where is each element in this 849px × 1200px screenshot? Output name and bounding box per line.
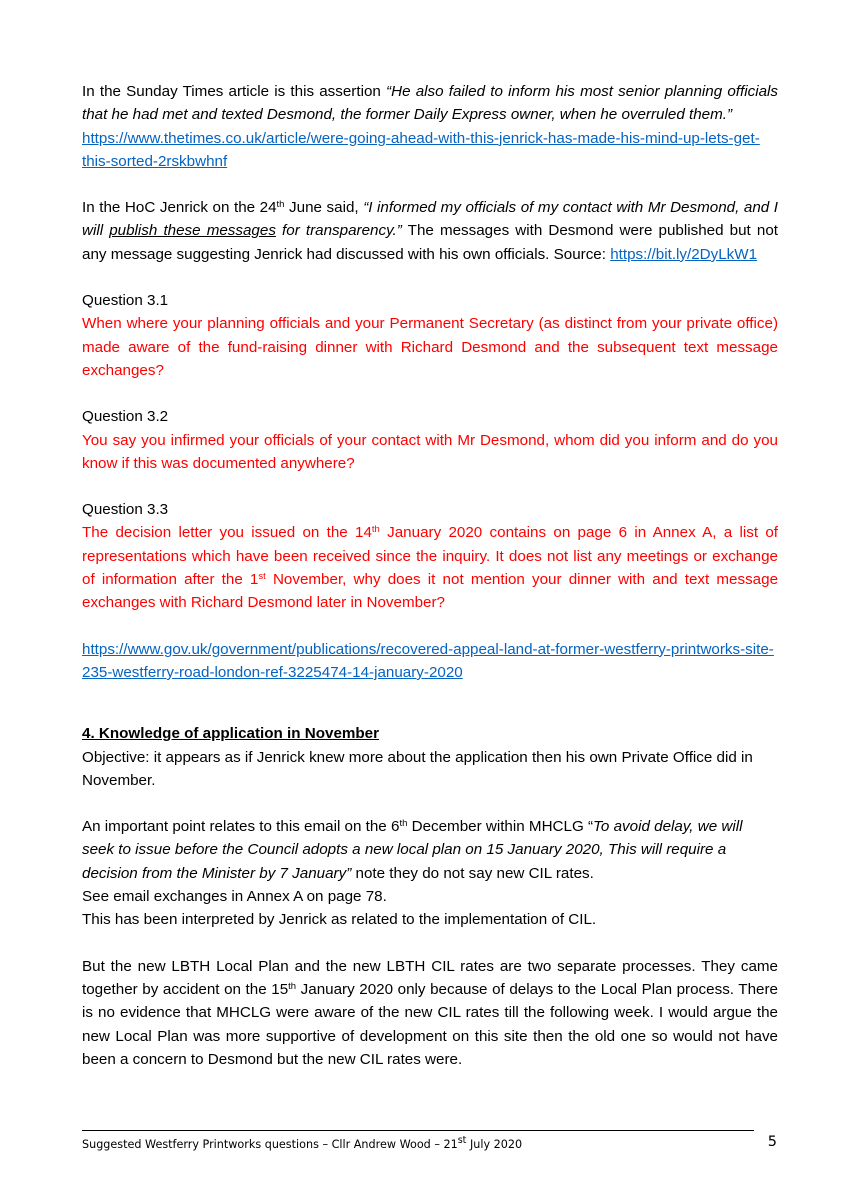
footer-divider <box>82 1130 754 1131</box>
assertion-quote: “He also failed to inform his most senior planning officials that he had met and texted Desmond, the former Daily Express owner, when he overruled them.” <box>82 83 778 124</box>
question-3-3-text: The decision letter you issued on the 14th January 2020 contains on page 6 in Annex A, a list of representations which have been received since the inquiry. It does not list any meetings or exchange of information after the 1st November, why does it not mention your dinner with and text message exchanges with Richard Desmond later in November? <box>82 524 779 612</box>
question-3-2-text: You say you infirmed your officials of your contact with Mr Desmond, whom did you inform and do you know if this was documented anywhere? <box>82 431 778 472</box>
publish-messages-phrase: publish these messages <box>109 222 276 240</box>
decision-letter-link[interactable]: https://www.gov.uk/government/publications/recovered-appeal-land-at-former-westferry-printworks-site-235-westferry-road-london-ref-3225474-14-january-2020 <box>82 640 774 681</box>
question-3-2-label: Question 3.2 <box>82 408 169 426</box>
question-3-3-label: Question 3.3 <box>82 501 169 519</box>
objective-paragraph: Objective: it appears as if Jenrick knew more about the application then his own Private Office did in November. <box>82 748 753 789</box>
local-plan-paragraph: But the new LBTH Local Plan and the new LBTH CIL rates are two separate processes. They came together by accident on the 15th January 2020 only because of delays to the Local Plan process. There is no evidence that MHCLG were aware of the new CIL rates till the following week. I would argue the new Local Plan was more supportive of development on this site then the old one so would not have been a concern to Desmond but the new CIL rates were. <box>82 957 778 1068</box>
question-3-1-text: When where your planning officials and your Permanent Secretary (as distinct from your private office) made aware of the fund-raising dinner with Richard Desmond and the subsequent text message exchanges? <box>82 315 778 379</box>
section-4-heading: 4. Knowledge of application in November <box>82 725 380 743</box>
hoc-statement-paragraph: In the HoC Jenrick on the 24th June said, “I informed my officials of my contact with Mr Desmond, and I will publish these messages for transparency.” The messages with Desmond were published but not any message suggesting Jenrick had discussed with his own officials. Source: https://bit.ly/2DyLkW1 <box>82 199 778 263</box>
mhclg-email-quote: To avoid delay, we will seek to issue before the Council adopts a new local plan on 15 January 2020, This will require a decision from the Minister by 7 January” <box>82 818 743 882</box>
annex-reference: See email exchanges in Annex A on page 78. <box>82 888 387 906</box>
assertion-intro: In the Sunday Times article is this assertion <box>82 83 387 100</box>
document-body <box>82 80 778 1071</box>
source-link[interactable]: https://bit.ly/2DyLkW1 <box>610 245 758 263</box>
page-footer: Suggested Westferry Printworks questions – Cllr Andrew Wood – 21st July 2020 <box>82 1135 523 1151</box>
page-number: 5 <box>767 1134 777 1150</box>
times-assertion-paragraph <box>82 80 778 173</box>
question-3-1-label: Question 3.1 <box>82 292 169 310</box>
times-article-link[interactable]: https://www.thetimes.co.uk/article/were-going-ahead-with-this-jenrick-has-made-his-mind-up-lets-get-this-sorted-2rskbwhnf <box>82 129 760 170</box>
email-point-paragraph: An important point relates to this email on the 6th December within MHCLG “To avoid delay, we will seek to issue before the Council adopts a new local plan on 15 January 2020, This will require a decision from the Minister by 7 January” note they do not say new CIL rates. See email exchanges in Annex A on page 78. This has been interpreted by Jenrick as related to the implementation of CIL. <box>82 818 743 929</box>
